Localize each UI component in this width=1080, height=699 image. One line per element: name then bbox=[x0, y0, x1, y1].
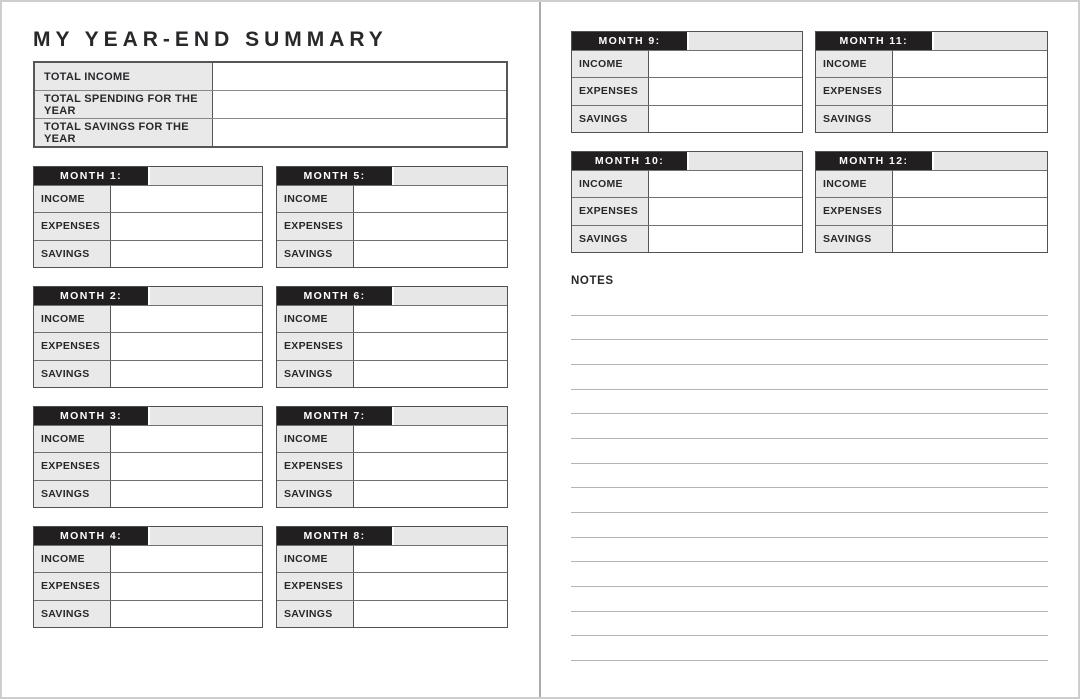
month-block bbox=[33, 526, 263, 628]
month-income-row bbox=[34, 545, 262, 572]
notes-ruled-line bbox=[571, 316, 1048, 341]
month-title: MONTH 7: bbox=[277, 407, 392, 425]
month-savings-label: SAVINGS bbox=[572, 106, 649, 132]
notes-ruled-line bbox=[571, 390, 1048, 415]
month-block-header bbox=[572, 32, 802, 50]
month-title: MONTH 2: bbox=[34, 287, 148, 305]
notes-ruled-line bbox=[571, 488, 1048, 513]
month-savings-row bbox=[34, 480, 262, 507]
notes-ruled-line bbox=[571, 365, 1048, 390]
month-title-value-cell bbox=[687, 32, 802, 50]
notes-ruled-line bbox=[571, 562, 1048, 587]
month-expenses-label: EXPENSES bbox=[277, 573, 354, 599]
month-grid-left bbox=[33, 166, 508, 628]
month-title-value-cell bbox=[392, 407, 507, 425]
summary-row-value-cell bbox=[213, 63, 506, 90]
month-block-header bbox=[34, 167, 262, 185]
notes-lines bbox=[571, 291, 1048, 661]
month-income-label: INCOME bbox=[34, 306, 111, 332]
summary-row-label: TOTAL INCOME bbox=[35, 63, 213, 90]
month-expenses-value-cell bbox=[354, 213, 507, 239]
month-income-row bbox=[816, 170, 1047, 197]
month-income-value-cell bbox=[893, 171, 1047, 197]
month-savings-label: SAVINGS bbox=[277, 601, 354, 627]
month-expenses-value-cell bbox=[354, 333, 507, 359]
month-savings-row bbox=[816, 105, 1047, 132]
month-savings-label: SAVINGS bbox=[277, 361, 354, 387]
month-expenses-row bbox=[277, 212, 507, 239]
month-expenses-value-cell bbox=[354, 453, 507, 479]
month-income-value-cell bbox=[111, 546, 262, 572]
month-savings-row bbox=[277, 600, 507, 627]
month-expenses-value-cell bbox=[893, 198, 1047, 224]
month-title: MONTH 3: bbox=[34, 407, 148, 425]
month-title-value-cell bbox=[392, 287, 507, 305]
month-income-value-cell bbox=[649, 51, 802, 77]
month-block bbox=[276, 286, 508, 388]
month-block-header bbox=[277, 527, 507, 545]
month-income-label: INCOME bbox=[34, 186, 111, 212]
month-savings-label: SAVINGS bbox=[34, 241, 111, 267]
notes-ruled-line bbox=[571, 464, 1048, 489]
notes-ruled-line bbox=[571, 636, 1048, 661]
month-savings-value-cell bbox=[354, 361, 507, 387]
month-title-value-cell bbox=[392, 167, 507, 185]
month-title: MONTH 5: bbox=[277, 167, 392, 185]
month-block bbox=[276, 526, 508, 628]
month-savings-value-cell bbox=[354, 241, 507, 267]
month-income-label: INCOME bbox=[816, 51, 893, 77]
month-expenses-row bbox=[277, 572, 507, 599]
month-income-label: INCOME bbox=[34, 426, 111, 452]
month-savings-row bbox=[572, 225, 802, 252]
month-savings-label: SAVINGS bbox=[277, 481, 354, 507]
month-expenses-value-cell bbox=[111, 453, 262, 479]
month-savings-label: SAVINGS bbox=[572, 226, 649, 252]
notes-ruled-line bbox=[571, 587, 1048, 612]
month-savings-value-cell bbox=[354, 601, 507, 627]
month-income-label: INCOME bbox=[277, 546, 354, 572]
summary-row bbox=[35, 63, 506, 90]
month-expenses-label: EXPENSES bbox=[34, 213, 111, 239]
month-block bbox=[33, 166, 263, 268]
month-income-row bbox=[277, 425, 507, 452]
month-expenses-row bbox=[572, 77, 802, 104]
summary-row-value-cell bbox=[213, 119, 506, 146]
month-income-label: INCOME bbox=[572, 171, 649, 197]
year-summary-table bbox=[33, 61, 508, 148]
month-expenses-row bbox=[34, 332, 262, 359]
month-savings-label: SAVINGS bbox=[34, 601, 111, 627]
month-expenses-label: EXPENSES bbox=[34, 573, 111, 599]
month-block bbox=[276, 166, 508, 268]
summary-row bbox=[35, 90, 506, 118]
month-block-header bbox=[34, 527, 262, 545]
month-grid-right bbox=[571, 31, 1048, 253]
month-expenses-label: EXPENSES bbox=[277, 333, 354, 359]
month-income-label: INCOME bbox=[816, 171, 893, 197]
month-expenses-label: EXPENSES bbox=[572, 198, 649, 224]
month-savings-label: SAVINGS bbox=[277, 241, 354, 267]
month-expenses-row bbox=[572, 197, 802, 224]
month-expenses-row bbox=[816, 197, 1047, 224]
month-title: MONTH 12: bbox=[816, 152, 932, 170]
month-savings-row bbox=[34, 240, 262, 267]
month-savings-row bbox=[277, 360, 507, 387]
month-income-label: INCOME bbox=[277, 306, 354, 332]
month-expenses-value-cell bbox=[354, 573, 507, 599]
month-expenses-label: EXPENSES bbox=[34, 333, 111, 359]
month-title: MONTH 10: bbox=[572, 152, 687, 170]
summary-row bbox=[35, 118, 506, 146]
month-title: MONTH 11: bbox=[816, 32, 932, 50]
month-income-value-cell bbox=[111, 186, 262, 212]
month-income-row bbox=[816, 50, 1047, 77]
month-block-header bbox=[277, 287, 507, 305]
month-expenses-row bbox=[277, 332, 507, 359]
month-savings-label: SAVINGS bbox=[34, 481, 111, 507]
month-title-value-cell bbox=[932, 32, 1048, 50]
month-income-row bbox=[277, 185, 507, 212]
month-block bbox=[33, 406, 263, 508]
page-spine-divider bbox=[539, 0, 541, 699]
month-expenses-row bbox=[816, 77, 1047, 104]
month-income-value-cell bbox=[354, 546, 507, 572]
month-block-header bbox=[816, 152, 1047, 170]
month-income-label: INCOME bbox=[277, 426, 354, 452]
month-income-row bbox=[34, 185, 262, 212]
month-title-value-cell bbox=[148, 287, 262, 305]
month-expenses-value-cell bbox=[893, 78, 1047, 104]
month-title-value-cell bbox=[687, 152, 802, 170]
month-block bbox=[276, 406, 508, 508]
month-block-header bbox=[572, 152, 802, 170]
month-savings-value-cell bbox=[893, 226, 1047, 252]
notes-ruled-line bbox=[571, 340, 1048, 365]
month-income-row bbox=[34, 425, 262, 452]
month-income-row bbox=[277, 305, 507, 332]
month-title: MONTH 6: bbox=[277, 287, 392, 305]
month-block bbox=[815, 31, 1048, 133]
month-income-value-cell bbox=[354, 186, 507, 212]
notes-label: NOTES bbox=[571, 275, 614, 287]
month-expenses-label: EXPENSES bbox=[277, 453, 354, 479]
month-income-row bbox=[34, 305, 262, 332]
month-savings-label: SAVINGS bbox=[816, 106, 893, 132]
month-income-row bbox=[277, 545, 507, 572]
month-savings-label: SAVINGS bbox=[816, 226, 893, 252]
month-savings-row bbox=[277, 240, 507, 267]
month-expenses-label: EXPENSES bbox=[277, 213, 354, 239]
month-income-value-cell bbox=[649, 171, 802, 197]
month-savings-value-cell bbox=[111, 601, 262, 627]
month-income-value-cell bbox=[111, 426, 262, 452]
month-savings-value-cell bbox=[649, 106, 802, 132]
month-expenses-row bbox=[34, 572, 262, 599]
page-title: MY YEAR-END SUMMARY bbox=[33, 28, 388, 51]
month-savings-row bbox=[277, 480, 507, 507]
month-savings-value-cell bbox=[111, 241, 262, 267]
month-income-row bbox=[572, 50, 802, 77]
notes-ruled-line bbox=[571, 439, 1048, 464]
month-income-value-cell bbox=[893, 51, 1047, 77]
month-expenses-label: EXPENSES bbox=[816, 198, 893, 224]
month-title: MONTH 4: bbox=[34, 527, 148, 545]
month-block bbox=[815, 151, 1048, 253]
notes-ruled-line bbox=[571, 291, 1048, 316]
month-expenses-value-cell bbox=[649, 198, 802, 224]
month-income-value-cell bbox=[354, 426, 507, 452]
month-title: MONTH 1: bbox=[34, 167, 148, 185]
month-savings-row bbox=[34, 600, 262, 627]
month-expenses-value-cell bbox=[649, 78, 802, 104]
month-expenses-label: EXPENSES bbox=[34, 453, 111, 479]
month-income-row bbox=[572, 170, 802, 197]
summary-row-label: TOTAL SPENDING FOR THE YEAR bbox=[35, 91, 213, 118]
month-title-value-cell bbox=[148, 167, 262, 185]
month-title: MONTH 8: bbox=[277, 527, 392, 545]
month-expenses-value-cell bbox=[111, 213, 262, 239]
month-expenses-row bbox=[34, 452, 262, 479]
month-expenses-row bbox=[277, 452, 507, 479]
summary-row-value-cell bbox=[213, 91, 506, 118]
month-block bbox=[571, 151, 803, 253]
month-title: MONTH 9: bbox=[572, 32, 687, 50]
month-expenses-label: EXPENSES bbox=[816, 78, 893, 104]
month-income-label: INCOME bbox=[277, 186, 354, 212]
notes-ruled-line bbox=[571, 513, 1048, 538]
month-title-value-cell bbox=[148, 527, 262, 545]
month-block-header bbox=[277, 407, 507, 425]
month-savings-value-cell bbox=[111, 361, 262, 387]
month-title-value-cell bbox=[932, 152, 1048, 170]
summary-row-label: TOTAL SAVINGS FOR THE YEAR bbox=[35, 119, 213, 146]
month-savings-row bbox=[34, 360, 262, 387]
month-title-value-cell bbox=[392, 527, 507, 545]
month-savings-value-cell bbox=[649, 226, 802, 252]
month-expenses-value-cell bbox=[111, 333, 262, 359]
month-savings-value-cell bbox=[111, 481, 262, 507]
month-income-value-cell bbox=[354, 306, 507, 332]
month-income-label: INCOME bbox=[572, 51, 649, 77]
month-income-value-cell bbox=[111, 306, 262, 332]
month-savings-row bbox=[816, 225, 1047, 252]
month-block-header bbox=[34, 287, 262, 305]
month-block-header bbox=[34, 407, 262, 425]
notes-ruled-line bbox=[571, 612, 1048, 637]
month-savings-value-cell bbox=[354, 481, 507, 507]
month-block-header bbox=[816, 32, 1047, 50]
month-block bbox=[33, 286, 263, 388]
month-savings-row bbox=[572, 105, 802, 132]
month-block bbox=[571, 31, 803, 133]
month-income-label: INCOME bbox=[34, 546, 111, 572]
month-expenses-label: EXPENSES bbox=[572, 78, 649, 104]
month-expenses-value-cell bbox=[111, 573, 262, 599]
month-block-header bbox=[277, 167, 507, 185]
month-savings-label: SAVINGS bbox=[34, 361, 111, 387]
notes-ruled-line bbox=[571, 538, 1048, 563]
month-expenses-row bbox=[34, 212, 262, 239]
month-savings-value-cell bbox=[893, 106, 1047, 132]
notes-ruled-line bbox=[571, 414, 1048, 439]
month-title-value-cell bbox=[148, 407, 262, 425]
